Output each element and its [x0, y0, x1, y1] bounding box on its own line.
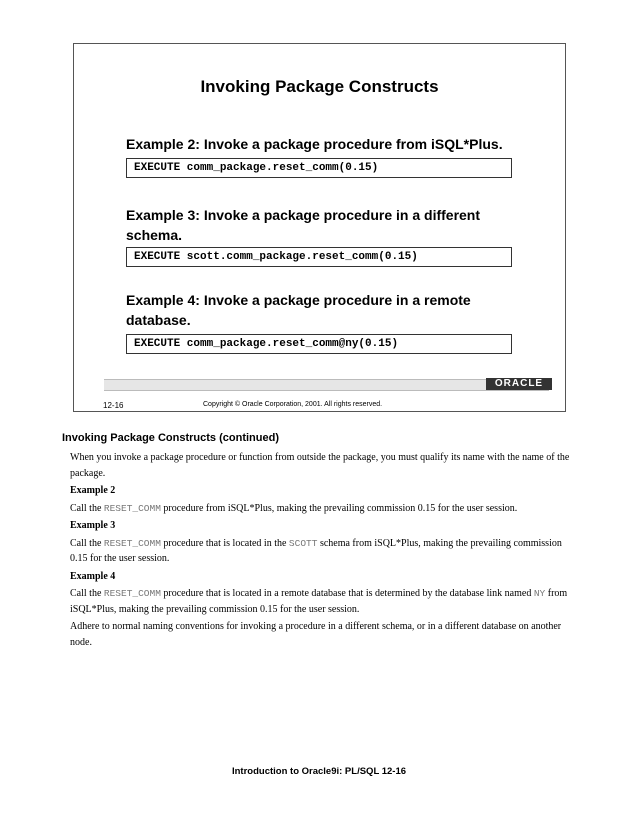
text-run: procedure that is located in the: [160, 537, 289, 549]
notes-example-2-label: Example 2: [70, 485, 116, 496]
example-3-heading-line: Example 3: Invoke a package procedure in a different: [126, 207, 481, 223]
notes-example-4-text: [70, 586, 570, 617]
slide-number: 12-16: [103, 401, 124, 410]
oracle-logo: ORACLE: [486, 378, 552, 390]
text-run: schema from iSQL*Plus, making the prevailing commission 0.15 for the user session.: [70, 537, 562, 564]
notes-example-4-label: Example 4: [70, 570, 116, 582]
slide-title: Invoking Package Constructs: [200, 77, 439, 96]
example-2-heading: [126, 134, 526, 154]
example-2-code: EXECUTE comm_package.reset_comm(0.15): [126, 158, 512, 178]
notes-body: [70, 450, 570, 652]
text-run: procedure that is located in a remote database that is determined by the database link named: [160, 588, 534, 599]
example-3-code: EXECUTE scott.comm_package.reset_comm(0.15): [126, 247, 512, 267]
code-run: RESET_COMM: [103, 537, 161, 549]
example-4-code: EXECUTE comm_package.reset_comm@ny(0.15): [126, 334, 512, 354]
notes-closing: Adhere to normal naming conventions for invoking a procedure in a different schema, or in a different database on another node.: [70, 621, 562, 648]
code-run: RESET_COMM: [103, 588, 161, 599]
slide-copyright: Copyright © Oracle Corporation, 2001. All rights reserved.: [203, 401, 383, 408]
code-run: NY: [533, 588, 546, 599]
page-footer: Introduction to Oracle9i: PL/SQL 12-16: [231, 766, 407, 777]
example-3-heading-line: schema.: [126, 227, 183, 243]
example-3-heading: [126, 205, 526, 245]
notes-example-3-text: [70, 536, 570, 567]
code-run: SCOTT: [288, 537, 318, 549]
example-4-heading-line: Example 4: Invoke a package procedure in a remote: [126, 292, 471, 308]
text-run: Call the: [70, 588, 104, 599]
example-2-heading-line: Example 2: Invoke a package procedure from iSQL*Plus.: [126, 136, 503, 152]
notes-example-3-label: Example 3: [70, 520, 116, 531]
slide-footer-bar: [104, 379, 549, 391]
notes-heading: Invoking Package Constructs (continued): [62, 432, 279, 444]
text-run: Call the: [70, 537, 104, 549]
notes-intro: When you invoke a package procedure or function from outside the package, you must qualify its name with the name of the package.: [70, 452, 570, 479]
example-4-heading: [126, 290, 526, 330]
example-4-heading-line: database.: [126, 312, 191, 328]
text-run: procedure from iSQL*Plus, making the prevailing commission 0.15 for the user session.: [160, 502, 518, 514]
notes-example-2-text: [70, 501, 570, 517]
text-run: from iSQL*Plus, making the prevailing commission 0.15 for the user session.: [70, 588, 568, 615]
slide-frame: [73, 43, 566, 412]
text-run: Call the: [70, 502, 104, 514]
code-run: RESET_COMM: [103, 502, 161, 514]
